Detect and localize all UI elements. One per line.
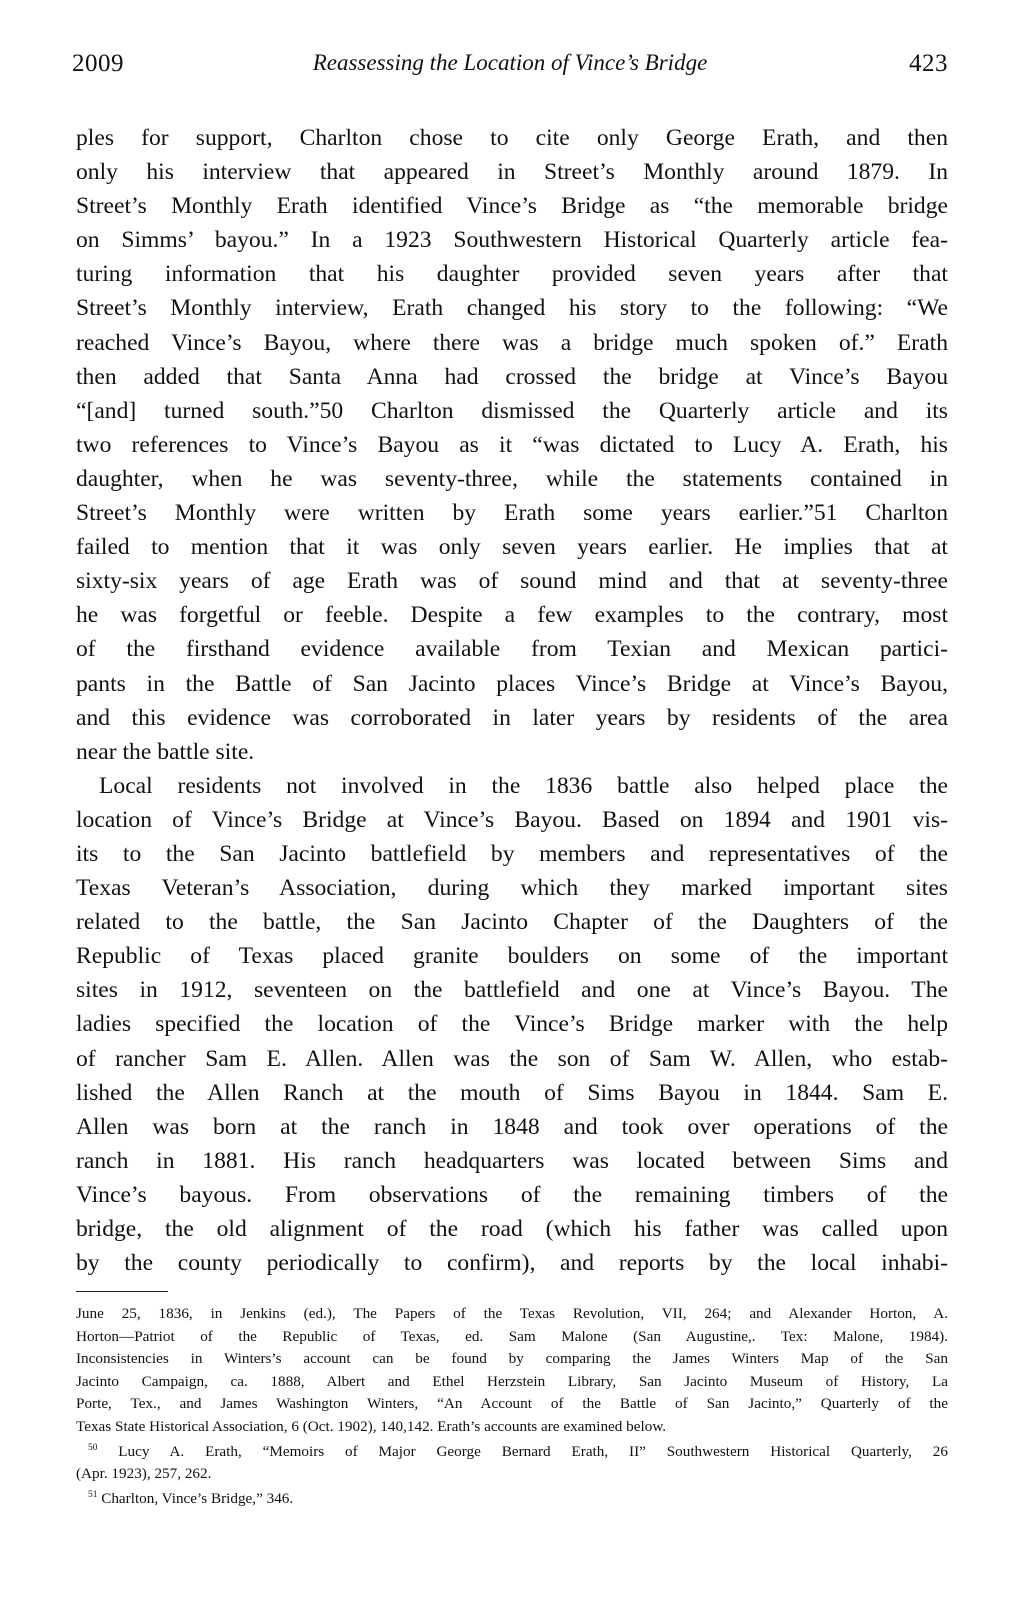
running-header xyxy=(72,42,948,82)
text-line: reached Vince’s Bayou, where there was a bridge much spoken of.” Erath xyxy=(76,329,948,356)
footnote-line: Texas State Historical Association, 6 (Oct. 1902), 140,142. Erath’s accounts are examined below. xyxy=(76,1417,667,1435)
text-line: related to the battle, the San Jacinto Chapter of the Daughters of the xyxy=(76,909,948,936)
footnote-line: Inconsistencies in Winters’s account can be found by comparing the James Winters Map of the San xyxy=(76,1350,948,1368)
footnotes xyxy=(76,1303,948,1510)
text-line: near the battle site. xyxy=(76,738,255,765)
text-line: Street’s Monthly interview, Erath changed his story to the following: “We xyxy=(76,295,948,322)
text-line-footnote-ref-51: Street’s Monthly were written by Erath some years earlier.”51 Charlton xyxy=(76,500,948,527)
paragraph-1 xyxy=(76,121,948,769)
text-line-footnote-ref-50: “[and] turned south.”50 Charlton dismissed the Quarterly article and its xyxy=(76,397,948,424)
text-line: Allen was born at the ranch in 1848 and took over operations of the xyxy=(76,1113,948,1140)
text-line: ples for support, Charlton chose to cite only George Erath, and then xyxy=(76,125,948,151)
text-line: of the firsthand evidence available from Texian and Mexican partici- xyxy=(76,636,948,663)
header-title: Reassessing the Location of Vince’s Bridge xyxy=(312,50,708,75)
text-line: pants in the Battle of San Jacinto places Vince’s Bridge at Vince’s Bayou, xyxy=(76,670,948,697)
text-line: Texas Veteran’s Association, during which they marked important sites xyxy=(76,875,948,902)
text-line: failed to mention that it was only seven years earlier. He implies that at xyxy=(76,534,948,561)
text-line: turing information that his daughter provided seven years after that xyxy=(76,261,948,288)
text-line: then added that Santa Anna had crossed the bridge at Vince’s Bayou xyxy=(76,363,948,390)
text-line: by the county periodically to confirm), and reports by the local inhabi- xyxy=(76,1250,948,1277)
text-line: ladies specified the location of the Vince’s Bridge marker with the help xyxy=(76,1011,948,1038)
text-line: sixty-six years of age Erath was of sound mind and that at seventy-three xyxy=(76,568,948,595)
text-line: he was forgetful or feeble. Despite a few examples to the contrary, most xyxy=(76,602,948,629)
footnote-line: Porte, Tex., and James Washington Winters, “An Account of the Battle of San Jacinto,” Quarterly of the xyxy=(76,1395,948,1413)
text-line: Street’s Monthly Erath identified Vince’s Bridge as “the memorable bridge xyxy=(76,193,948,220)
text-line: its to the San Jacinto battlefield by members and representatives of the xyxy=(76,840,948,867)
footnote-50 xyxy=(76,1441,948,1486)
body-text xyxy=(76,121,948,1280)
text-line: bridge, the old alignment of the road (which his father was called upon xyxy=(76,1216,948,1242)
footnote-line xyxy=(76,1488,948,1511)
footnote-line: June 25, 1836, in Jenkins (ed.), The Papers of the Texas Revolution, VII, 264; and Alexander Horton, A. xyxy=(76,1305,948,1322)
footnote-51 xyxy=(76,1488,948,1511)
text-line: Republic of Texas placed granite boulders on some of the important xyxy=(76,943,948,970)
text-line: sites in 1912, seventeen on the battlefield and one at Vince’s Bayou. The xyxy=(76,977,948,1004)
footnote-text: Lucy A. Erath, “Memoirs of Major George Bernard Erath, II” Southwestern Historical Quarterly, 26 xyxy=(118,1442,948,1460)
text-line: Vince’s bayous. From observations of the remaining timbers of the xyxy=(76,1181,948,1208)
footnote-number: 51 xyxy=(88,1489,98,1500)
footnote-text: Charlton, Vince’s Bridge,” 346. xyxy=(101,1489,294,1507)
text-line: two references to Vince’s Bayou as it “was dictated to Lucy A. Erath, his xyxy=(76,431,948,458)
footnote-line: Jacinto Campaign, ca. 1888, Albert and Ethel Herzstein Library, San Jacinto Museum of History, La xyxy=(76,1372,948,1390)
text-line: lished the Allen Ranch at the mouth of Sims Bayou in 1844. Sam E. xyxy=(76,1079,948,1106)
text-line: Local residents not involved in the 1836 battle also helped place the xyxy=(99,772,948,799)
text-line: daughter, when he was seventy-three, while the statements contained in xyxy=(76,465,948,492)
footnote-divider xyxy=(76,1291,168,1292)
text-line: ranch in 1881. His ranch headquarters was located between Sims and xyxy=(76,1147,948,1174)
text-line: of rancher Sam E. Allen. Allen was the son of Sam W. Allen, who estab- xyxy=(76,1045,948,1072)
footnote-number: 50 xyxy=(88,1442,98,1453)
text-line: and this evidence was corroborated in later years by residents of the area xyxy=(76,704,948,731)
text-line: on Simms’ bayou.” In a 1923 Southwestern Historical Quarterly article fea- xyxy=(76,227,948,254)
footnote-continued xyxy=(76,1303,948,1439)
footnote-line: Horton—Patriot of the Republic of Texas, ed. Sam Malone (San Augustine,. Tex: Malone, 1984). xyxy=(76,1327,948,1345)
text-line: location of Vince’s Bridge at Vince’s Bayou. Based on 1894 and 1901 vis- xyxy=(76,806,948,833)
paragraph-2 xyxy=(76,769,948,1280)
footnote-line: (Apr. 1923), 257, 262. xyxy=(76,1465,212,1483)
text-line: only his interview that appeared in Street’s Monthly around 1879. In xyxy=(76,159,948,186)
header-year: 2009 xyxy=(72,50,124,77)
footnote-line xyxy=(76,1441,948,1464)
page-number: 423 xyxy=(909,50,948,77)
